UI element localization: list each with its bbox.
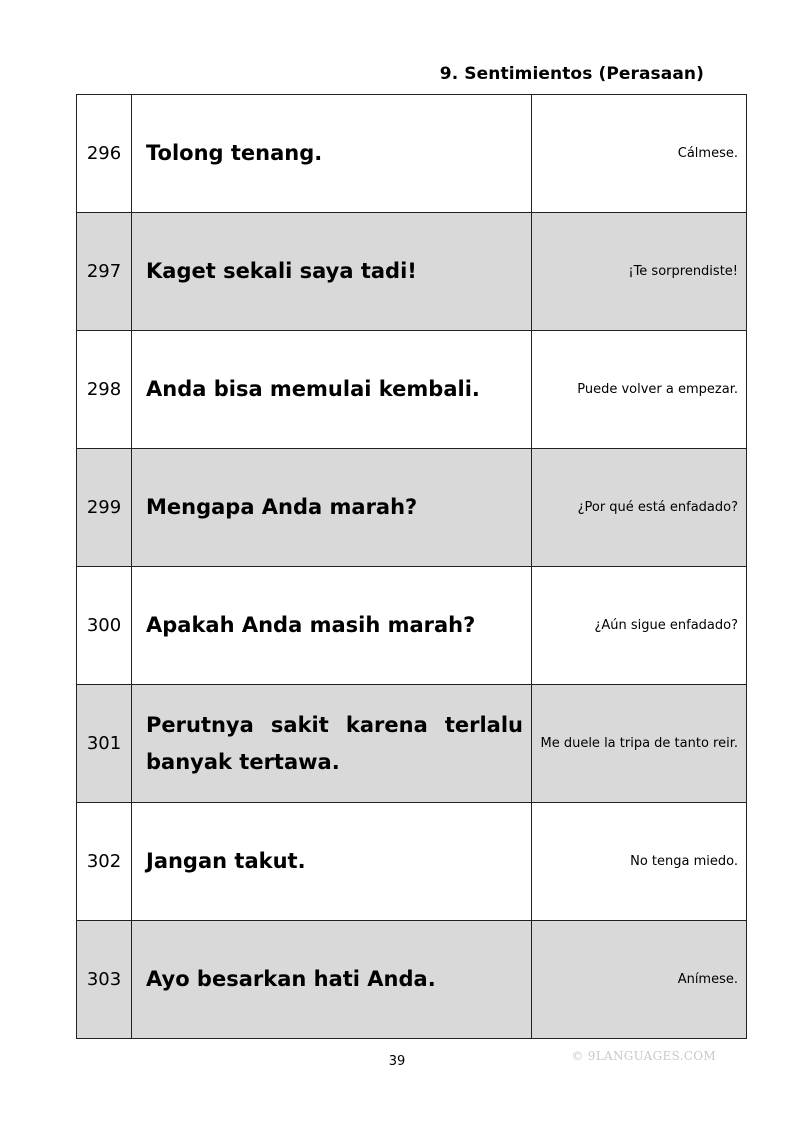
indonesian-phrase: Apakah Anda masih marah? — [132, 567, 532, 685]
phrase-number: 296 — [77, 95, 132, 213]
spanish-translation: ¡Te sorprendiste! — [532, 213, 747, 331]
table-row — [77, 803, 747, 921]
spanish-translation: Me duele la tripa de tanto reir. — [532, 685, 747, 803]
phrase-number: 301 — [77, 685, 132, 803]
phrase-number: 302 — [77, 803, 132, 921]
spanish-translation: ¿Aún sigue enfadado? — [532, 567, 747, 685]
table-row — [77, 95, 747, 213]
section-title: 9. Sentimientos (Perasaan) — [439, 64, 704, 84]
phrase-number: 298 — [77, 331, 132, 449]
spanish-translation: Anímese. — [532, 921, 747, 1039]
phrase-table — [76, 94, 747, 1039]
phrase-number: 300 — [77, 567, 132, 685]
indonesian-phrase: Anda bisa memulai kembali. — [132, 331, 532, 449]
spanish-translation: Puede volver a empezar. — [532, 331, 747, 449]
copyright-watermark: © 9LANGUAGES.COM — [571, 1049, 716, 1063]
indonesian-phrase: Jangan takut. — [132, 803, 532, 921]
phrase-number: 303 — [77, 921, 132, 1039]
spanish-translation: Cálmese. — [532, 95, 747, 213]
table-row — [77, 331, 747, 449]
table-row — [77, 449, 747, 567]
phrase-number: 299 — [77, 449, 132, 567]
phrase-number: 297 — [77, 213, 132, 331]
indonesian-phrase: Kaget sekali saya tadi! — [132, 213, 532, 331]
table-row — [77, 685, 747, 803]
table-row — [77, 921, 747, 1039]
spanish-translation: ¿Por qué está enfadado? — [532, 449, 747, 567]
indonesian-phrase: Perutnya sakit karena terlalu banyak tertawa. — [132, 685, 532, 803]
page-number: 39 — [388, 1054, 406, 1069]
table-row — [77, 213, 747, 331]
indonesian-phrase: Ayo besarkan hati Anda. — [132, 921, 532, 1039]
table-row — [77, 567, 747, 685]
indonesian-phrase: Mengapa Anda marah? — [132, 449, 532, 567]
indonesian-phrase: Tolong tenang. — [132, 95, 532, 213]
spanish-translation: No tenga miedo. — [532, 803, 747, 921]
